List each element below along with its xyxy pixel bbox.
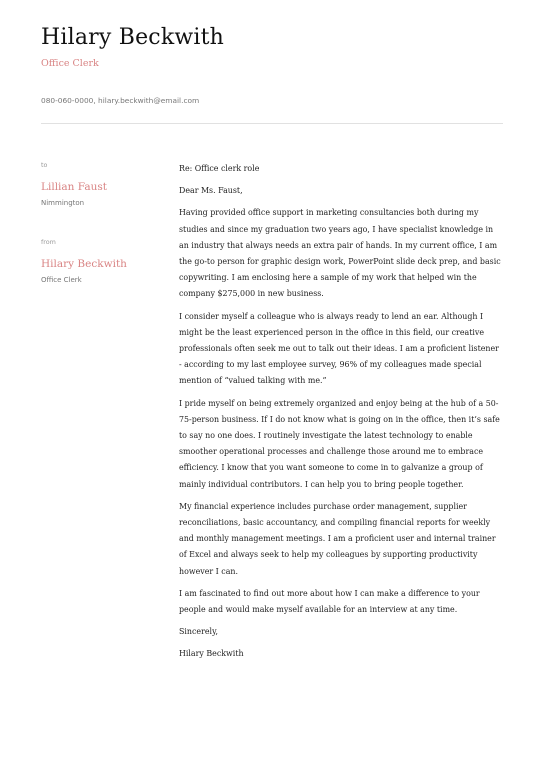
recipient-location: Nimmington <box>41 199 85 207</box>
from-label: from <box>41 238 56 246</box>
to-label: to <box>41 161 48 169</box>
applicant-title: Office Clerk <box>41 58 99 69</box>
letter-greeting: Dear Ms. Faust, <box>179 186 243 196</box>
letter-signature: Hilary Beckwith <box>179 649 244 659</box>
letter-paragraph: I am fascinated to find out more about how I can make a difference to your people and would make myself available for an interview at any time. <box>179 588 480 615</box>
address-sidebar <box>41 160 161 285</box>
recipient-name: Lillian Faust <box>41 181 107 193</box>
letter-header <box>41 24 503 70</box>
letter-paragraph: Having provided office support in marketing consultancies both during my studies and since my graduation two years ago, I have specialist knowledge in an industry that always needs an extra pair of hands. In my current office, I am the go-to person for graphic design work, PowerPoint slide deck prep, and basic copywriting. I am enclosing here a sample of my work that helped win the company $275,000 in new business. <box>179 208 501 299</box>
letter-paragraph: I consider myself a colleague who is always ready to lend an ear. Although I might be the least experienced person in the office in this field, our creative professionals often seek me out to talk out their ideas. I am a proficient listener - according to my last employee survey, 96% of my colleagues made special mention of “valued talking with me.” <box>179 311 499 386</box>
header-divider <box>41 123 503 124</box>
sender-name: Hilary Beckwith <box>41 258 127 270</box>
applicant-name: Hilary Beckwith <box>41 25 225 50</box>
letter-paragraph: My financial experience includes purchase order management, supplier reconciliations, basic accountancy, and compiling financial reports for weekly and monthly management meetings. I am a proficient user and internal trainer of Excel and always seek to help my colleagues by supporting productivity however I can. <box>179 501 496 576</box>
contact-info: 080-060-0000, hilary.beckwith@email.com <box>41 96 200 105</box>
letter-subject: Re: Office clerk role <box>179 164 260 173</box>
letter-body <box>179 161 503 669</box>
sender-title: Office Clerk <box>41 276 82 284</box>
letter-paragraph: I pride myself on being extremely organized and enjoy being at the hub of a 50-75-person business. If I do not know what is going on in the office, then it’s safe to say no one does. I routinely investigate the latest technology to enable smoother operational processes and challenge those around me to embrace efficiency. I know that you want someone to come in to galvanize a group of mainly individual contributors. I can help you to bring people together. <box>179 398 500 489</box>
letter-closing: Sincerely, <box>179 627 218 637</box>
